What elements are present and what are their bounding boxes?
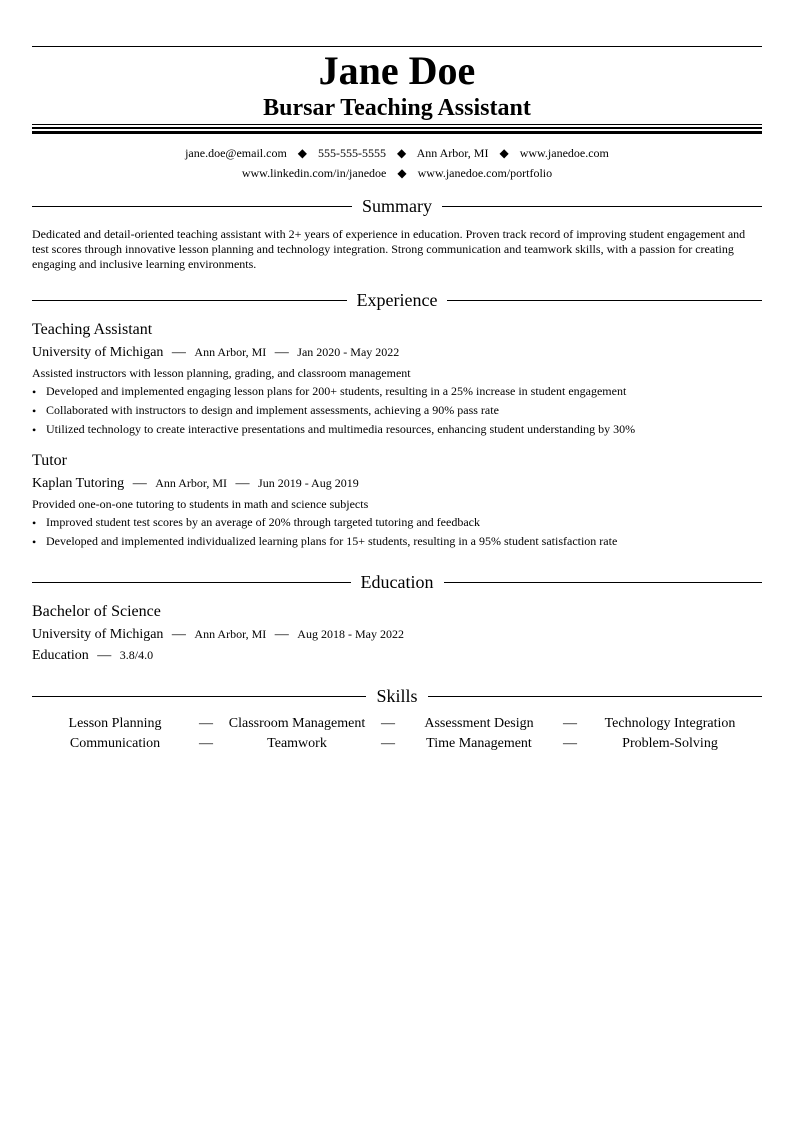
candidate-title: Bursar Teaching Assistant [263,95,531,121]
contact-linkedin[interactable]: www.linkedin.com/in/janedoe [241,166,387,180]
heading-rule-left [32,696,366,697]
dash-separator: — [132,476,147,491]
education-field-line [32,645,762,666]
skill-item: Time Management [426,736,532,751]
diamond-separator-icon: ◆ [297,146,308,160]
top-rule [32,46,762,47]
job-bullets [32,382,762,439]
job-description: Assisted instructors with lesson planning, grading, and classroom management [32,366,411,380]
bullet-icon: • [32,535,37,549]
summary-heading-label: Summary [362,196,432,216]
bullet-text: Developed and implemented individualized learning plans for 15+ students, resulting in a 95% student satisfaction rate [46,534,618,548]
skill-item: Lesson Planning [68,716,162,731]
education-location: Ann Arbor, MI [194,627,267,641]
education-heading [32,570,762,594]
header-rule-thick [32,131,762,134]
resume-page [32,46,762,754]
diamond-separator-icon: ◆ [397,146,407,160]
summary-heading [32,194,762,218]
job-company: Kaplan Tutoring [32,476,125,491]
dash-separator: — [171,345,186,360]
dash-separator: — [274,345,289,360]
heading-rule-right [444,582,763,583]
heading-rule-left [32,300,347,301]
summary-text: Dedicated and detail-oriented teaching assistant with 2+ years of experience in education. Proven track record of improving student engagement and test scores through innovative lesson planning and technology integration. Strong communication and teamwork skills, with a passion for creating engaging and inclusive learning environments. [32,227,746,271]
header-rule-mid [32,127,762,129]
contact-email[interactable]: jane.doe@email.com [185,146,287,160]
heading-rule-right [442,206,762,207]
candidate-name: Jane Doe [318,48,476,93]
dash-separator: — [97,648,112,663]
job-meta [32,473,762,494]
skill-item: Teamwork [267,736,327,751]
job-description: Provided one-on-one tutoring to students in math and science subjects [32,497,369,511]
education-school: University of Michigan [32,627,164,642]
contact-phone[interactable]: 555-555-5555 [318,146,387,160]
skill-item: Assessment Design [424,716,534,731]
list-item [32,532,762,551]
job-entry [32,320,762,439]
job-title: Teaching Assistant [32,321,153,338]
dash-separator: — [171,627,186,642]
bullet-icon: • [32,516,37,530]
skill-item: Classroom Management [228,716,366,731]
bullet-text: Collaborated with instructors to design and implement assessments, achieving a 90% pass rate [46,403,499,417]
skill-item: Problem-Solving [622,736,718,751]
contact-portfolio[interactable]: www.janedoe.com/portfolio [417,166,553,180]
degree-name: Bachelor of Science [32,603,161,620]
contact-website[interactable]: www.janedoe.com [519,146,609,160]
education-field: Education [32,648,89,663]
job-company: University of Michigan [32,345,164,360]
heading-rule-right [428,696,762,697]
education-entry [32,602,762,666]
experience-heading-label: Experience [356,290,438,310]
skill-item: Technology Integration [604,716,736,731]
bullet-text: Improved student test scores by an average of 20% through targeted tutoring and feedback [46,515,480,529]
heading-rule-right [447,300,762,301]
dash-separator: — [381,716,395,731]
dash-separator: — [199,736,213,751]
contact-line-2 [32,163,762,183]
diamond-separator-icon: ◆ [499,146,509,160]
job-dates: Jan 2020 - May 2022 [297,345,400,359]
list-item [32,513,762,532]
skills-heading [32,684,762,708]
dash-separator: — [563,716,577,731]
dash-separator: — [381,736,395,751]
education-meta [32,624,762,645]
list-item [32,420,762,439]
bullet-icon: • [32,385,37,399]
job-dates: Jun 2019 - Aug 2019 [258,476,359,490]
bullet-text: Utilized technology to create interactive presentations and multimedia resources, enhancing student understanding by 30% [46,422,636,436]
job-bullets [32,513,762,551]
experience-heading [32,288,762,312]
dash-separator: — [235,476,250,491]
list-item [32,382,762,401]
job-location: Ann Arbor, MI [194,345,267,359]
job-title: Tutor [32,452,67,469]
job-meta [32,342,762,363]
header-rule-thin [32,124,762,125]
skills-heading-label: Skills [376,686,418,706]
bullet-icon: • [32,404,37,418]
education-heading-label: Education [360,572,434,592]
heading-rule-left [32,582,351,583]
list-item [32,401,762,420]
dash-separator: — [199,716,213,731]
skills-grid [32,714,762,754]
contact-location: Ann Arbor, MI [416,146,489,160]
heading-rule-left [32,206,352,207]
job-entry [32,451,762,551]
skill-item: Communication [69,736,161,751]
dash-separator: — [274,627,289,642]
job-location: Ann Arbor, MI [155,476,228,490]
education-dates: Aug 2018 - May 2022 [297,627,404,641]
bullet-icon: • [32,423,37,437]
education-gpa: 3.8/4.0 [119,648,154,662]
diamond-separator-icon: ◆ [397,166,407,180]
dash-separator: — [563,736,577,751]
bullet-text: Developed and implemented engaging lesson plans for 200+ students, resulting in a 25% increase in student engagement [46,384,627,398]
contact-line-1 [32,143,762,163]
